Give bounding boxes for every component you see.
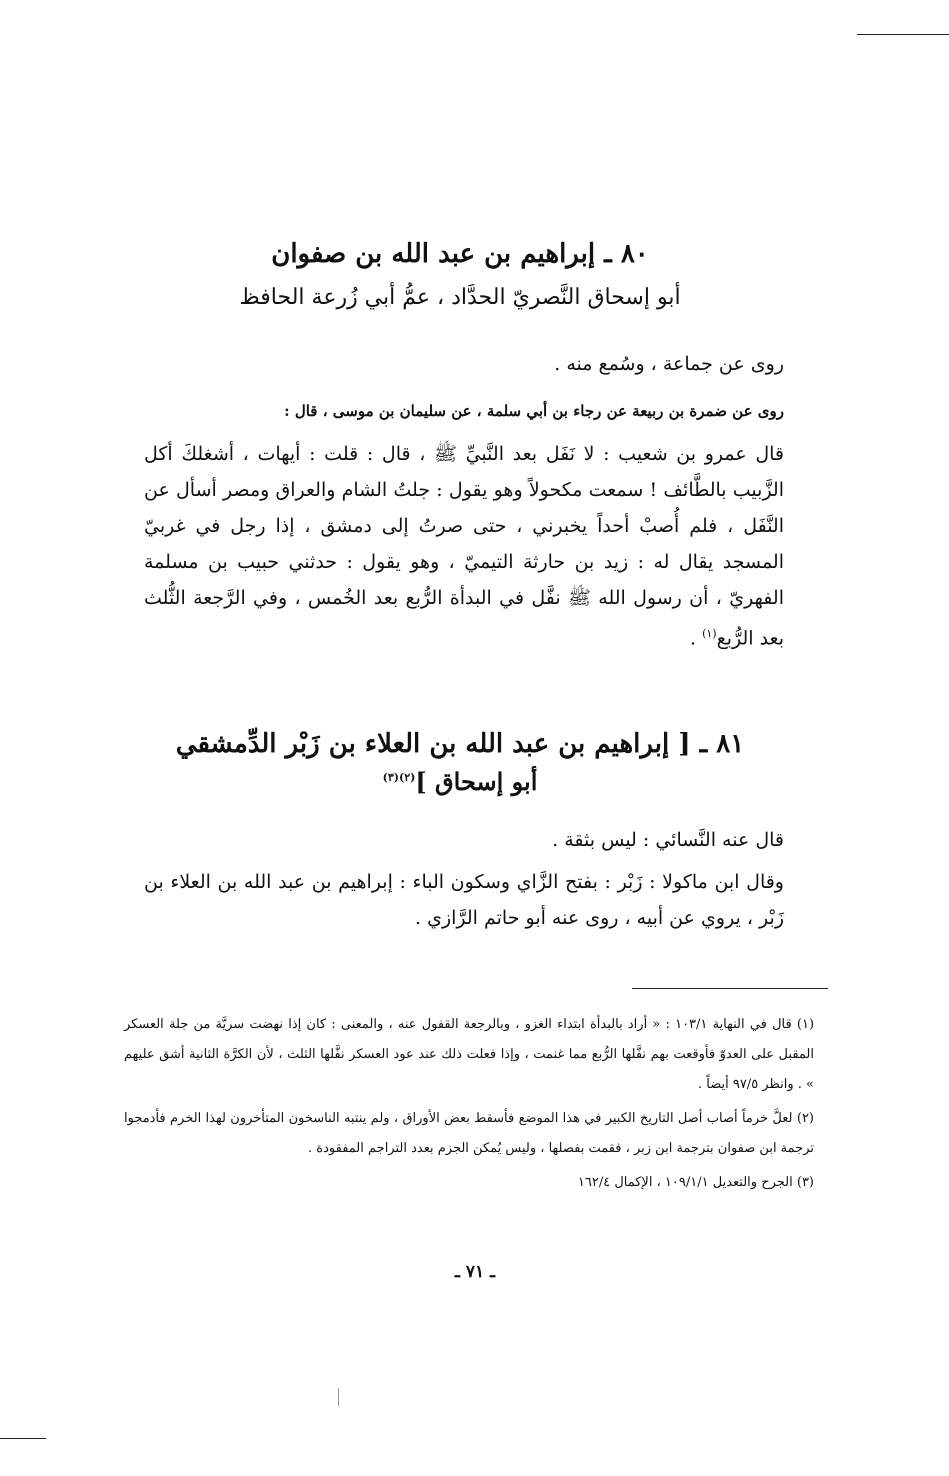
footnotes: [124, 1010, 814, 1202]
entry-80-title: ٨٠ ـ إبراهيم بن عبد الله بن صفوان: [271, 239, 649, 269]
entry-81-line1: قال عنه النَّسائي : ليس بثقة .: [552, 829, 784, 851]
scan-speck: [338, 1388, 339, 1406]
entry-80-line1: روى عن جماعة ، وسُمع منه .: [554, 353, 784, 375]
page-number: ـ ٧١ ـ: [454, 1262, 496, 1282]
entry-80-body: قال عمرو بن شعيب : لا نَفَل بعد النَّبيِّ ﷺ ، قال : قلت : أيهات ، أشغلكَ أكل الزَّبيب بالطَّائف ! سمعت مكحولاً وهو يقول : جلتُ الشام والعراق ومصر أسأل عن النَّفَل ، فلم أُصبْ أحداً يخبرني ، حتى صرتُ إلى دمشق ، إذا رجل في غربيّ المسجد يقال له : زيد بن حارثة التيميّ ، وهو يقول : حدثني حبيب بن مسلمة الفهريّ ، أن رسول الله ﷺ نفَّل في البدأة الرُّبع بعد الخُمس ، وفي الرَّجعة الثُّلث بعد الرُّبع: [144, 443, 784, 650]
entry-81-text: وقال ابن ماكولا : زَبْر : بفتح الزَّاي وسكون الباء : إبراهيم بن عبد الله بن العلاء بن زَبْر ، يروي عن أبيه ، روى عنه أبو حاتم الرَّازي .: [144, 871, 784, 929]
entry-80-text: [144, 436, 784, 656]
footnote-3: (٣) الجرح والتعديل ١٠٩/١/١ ، الإكمال ١٦٢/٤: [577, 1175, 814, 1190]
footnote-2: (٢) لعلَّ خرماً أصاب أصل التاريخ الكبير في هذا الموضع فأسقط بعض الأوراق ، ولم ينتبه الناسخون المتأخرون لهذا الخرم فأدمجوا ترجمة ابن صفوان بترجمة ابن زبر ، فقمت بفصلها ، وليس يُمكن الجزم بعدد التراجم المفقودة .: [124, 1111, 814, 1156]
entry-80-isnad: روى عن ضمرة بن ربيعة عن رجاء بن أبي سلمة ، عن سليمان بن موسى ، قال :: [284, 402, 784, 420]
footnote-ref-2-3: (٢)(٣): [382, 771, 416, 784]
entry-80-subtitle: أبو إسحاق النَّصريّ الحدَّاد ، عمُّ أبي زُرعة الحافظ: [239, 285, 681, 310]
bottom-edge-line: [0, 1438, 46, 1439]
footnote-separator: [632, 988, 828, 989]
entry-81-subtitle: أبو إسحاق ]: [415, 767, 538, 796]
entry-81-subtitle-wrap: [150, 762, 770, 798]
footnote-ref-1: (١): [702, 627, 717, 640]
entry-81-title: ٨١ ـ [ إبراهيم بن عبد الله بن العلاء بن زَبْر الدِّمشقي: [175, 729, 745, 759]
footnote-1: (١) قال في النهاية ١٠٣/١ : « أراد بالبدأة ابتداء الغزو ، وبالرجعة القفول عنه ، والمعنى : كان إذا نهضت سريَّة من جلة العسكر المقبل على العدوّ فأوقعت بهم نفَّلها الرُّبع مما غنمت ، وإذا فعلت ذلك عند عود العسكر نفَّلها الثلث ، لأن الكرَّة الثانية أشق عليهم » . وانظر ٩٧/٥ أيضاً .: [124, 1017, 815, 1092]
entry-80-end: .: [689, 627, 703, 650]
top-edge-line: [857, 34, 949, 35]
